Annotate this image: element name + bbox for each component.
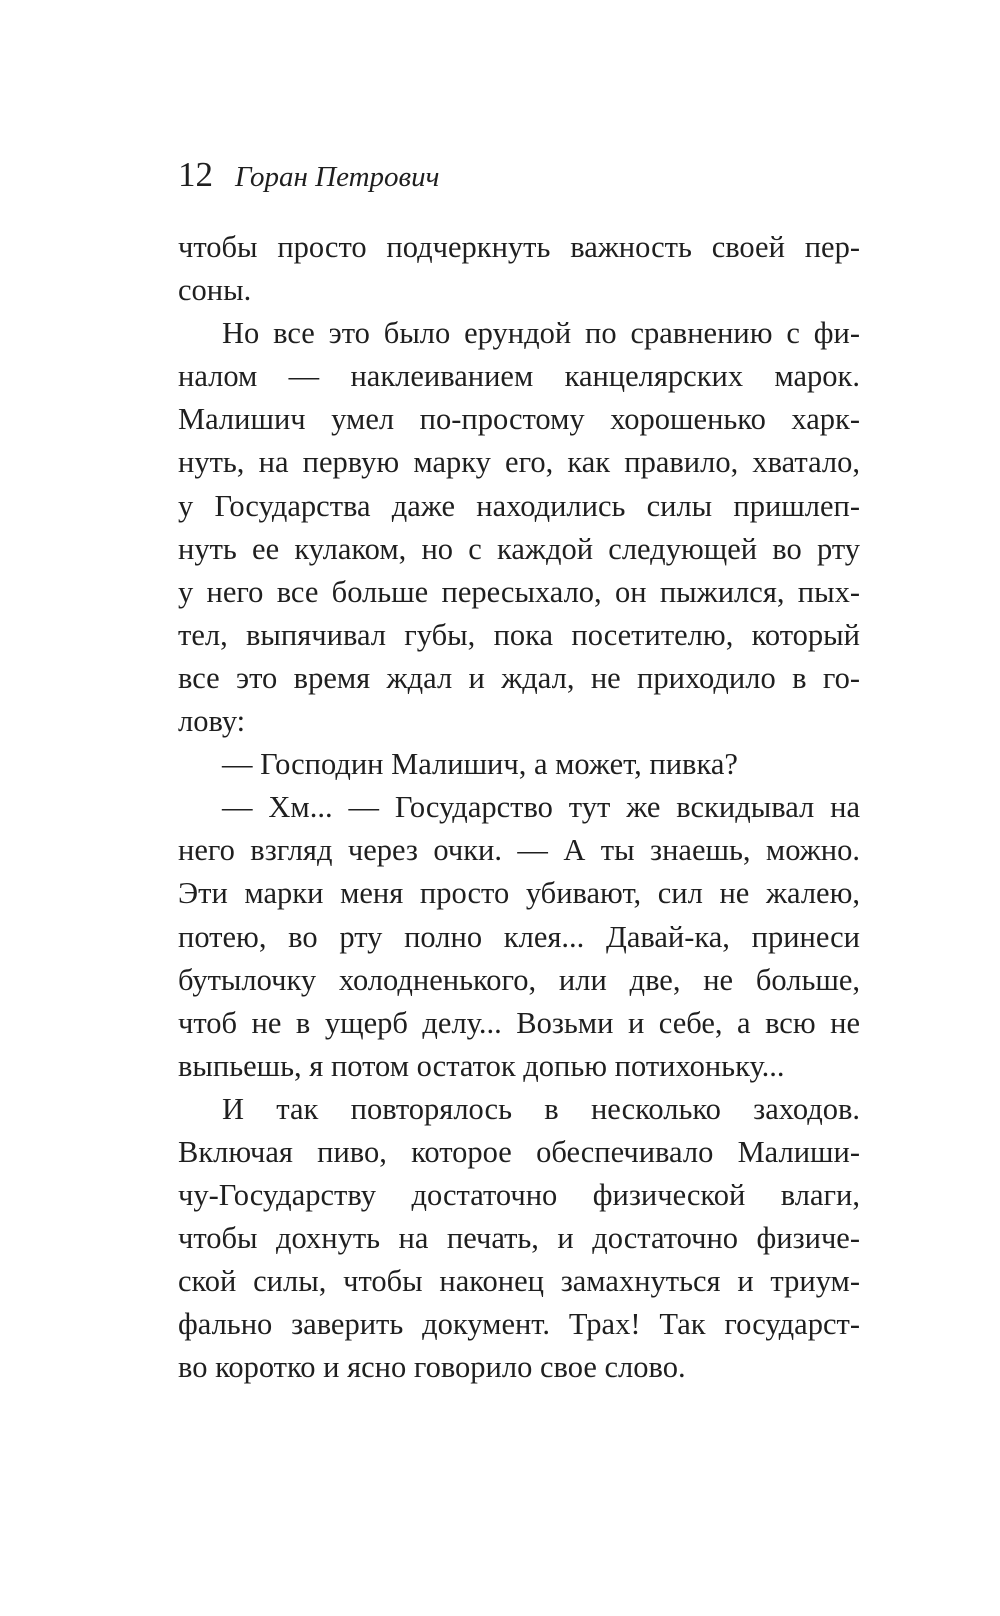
text-line: бутылочку холодненького, или две, не больше, <box>178 962 860 997</box>
text-line: выпьешь, я потом остаток допью потихоньку... <box>178 1048 785 1083</box>
text-line: потею, во рту полно клея... Давай-ка, принеси <box>178 919 860 954</box>
text-line: нуть ее кулаком, но с каждой следующей во рту <box>178 531 860 566</box>
text-line: чтоб не в ущерб делу... Возьми и себе, а всю не <box>178 1005 860 1040</box>
text-line: тел, выпячивал губы, пока посетителю, который <box>178 617 860 652</box>
text-line: у него все больше пересыхало, он пыжился, пых- <box>178 574 860 609</box>
text-line: во коротко и ясно говорило свое слово. <box>178 1350 686 1385</box>
text-line: у Государства даже находились силы пришлеп- <box>178 488 860 523</box>
text-line: Но все это было ерундой по сравнению с фи- <box>222 316 860 351</box>
text-line: фально заверить документ. Трах! Так государст- <box>178 1307 860 1342</box>
text-line: чтобы просто подчеркнуть важность своей пер- <box>178 230 860 264</box>
text-line: налом — наклеиванием канцелярских марок. <box>178 359 860 394</box>
text-line: И так повторялось в несколько заходов. <box>222 1091 860 1126</box>
text-line: все это время ждал и ждал, не приходило в го- <box>178 660 860 695</box>
text-line: лову: <box>178 704 246 739</box>
running-head <box>178 150 878 200</box>
text-line: чтобы дохнуть на печать, и достаточно физиче- <box>178 1221 860 1256</box>
text-line: ской силы, чтобы наконец замахнуться и триум- <box>178 1264 860 1299</box>
text-line: нуть, на первую марку его, как правило, хватало, <box>178 445 860 480</box>
text-line: — Хм... — Государство тут же вскидывал на <box>222 790 860 825</box>
author-name: Горан Петрович <box>235 161 440 193</box>
text-line: Малишич умел по-простому хорошенько харк- <box>178 402 860 437</box>
text-line: него взгляд через очки. — А ты знаешь, можно. <box>178 833 860 868</box>
text-line: Эти марки меня просто убивают, сил не жалею, <box>178 876 860 911</box>
body-text <box>178 226 860 1390</box>
text-line: Включая пиво, которое обеспечивало Малиши- <box>178 1134 860 1169</box>
text-line: чу-Государству достаточно физической влаги, <box>178 1178 860 1213</box>
page-number: 12 <box>178 155 213 194</box>
text-line: — Господин Малишич, а может, пивка? <box>222 747 738 782</box>
text-line: соны. <box>178 273 252 308</box>
